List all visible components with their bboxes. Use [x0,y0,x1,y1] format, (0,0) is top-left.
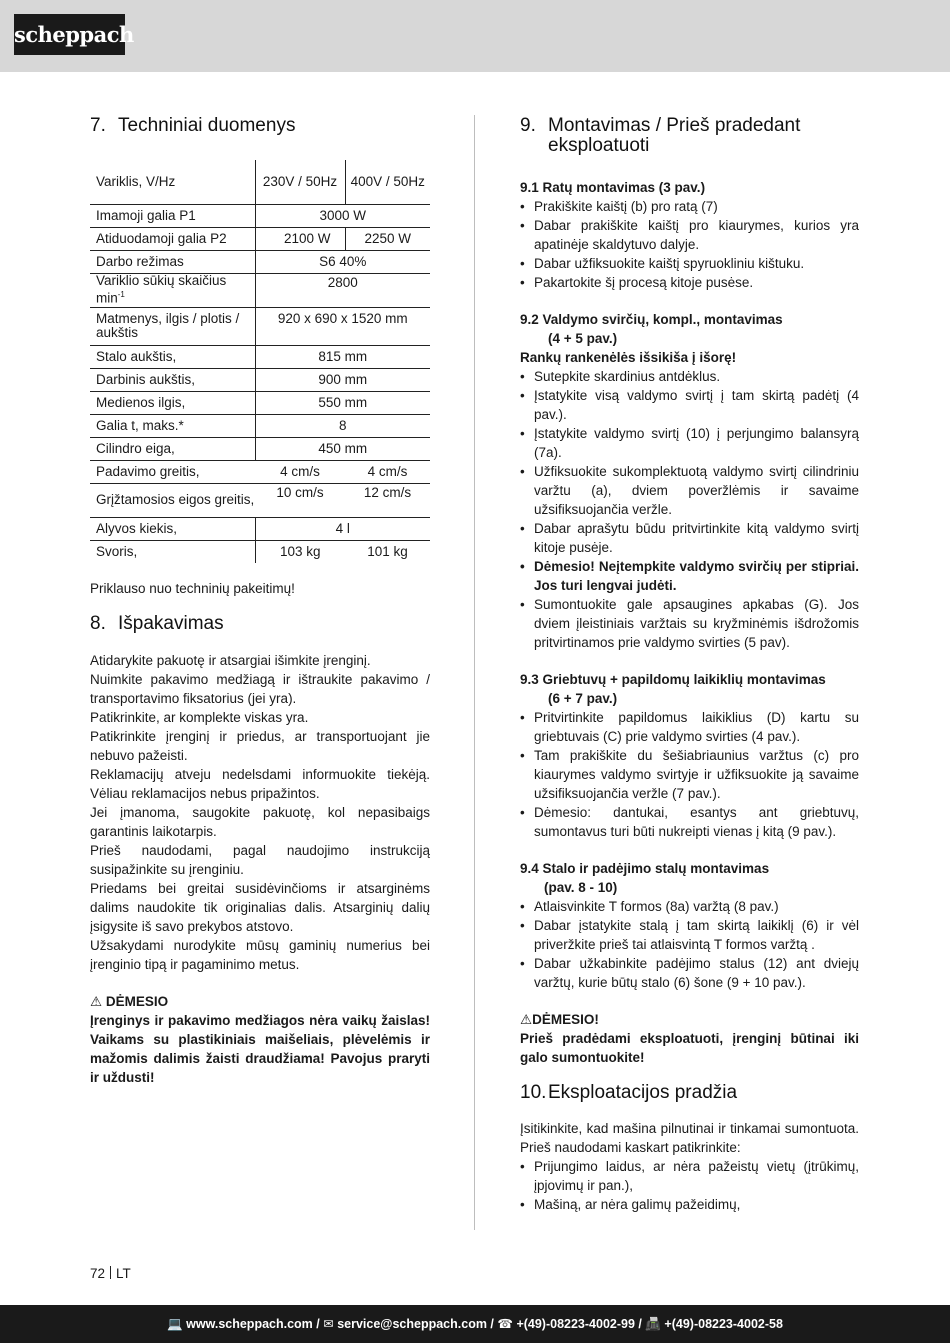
spec-row-weight: Svoris, 103 kg 101 kg [90,540,430,563]
spec-note: Priklauso nuo techninių pakeitimų! [90,581,295,596]
column-divider [474,115,475,1230]
technical-data-table [90,160,430,563]
page-number: 72 LT [90,1266,131,1281]
section-9-2-heading: 9.2 Valdymo svirčių, kompl., montavimas (4 + 5 pav.) [520,312,783,346]
spec-row-wood-length: Medienos ilgis, 550 mm [90,391,430,414]
section-8-heading: 8. Išpakavimas [90,613,224,634]
website-link[interactable]: www.scheppach.com [186,1317,313,1331]
section-9-heading: 9. Montavimas / Prieš pradedant eksploatuoti [520,115,801,156]
list-item: • Dėmesio: dantukai, esantys ant griebtuvų, sumontavus turi būti nukreipti vienas į kitą (9 pav.). [520,803,859,841]
list-item: • Sutepkite skardinius antdėklus. [520,367,859,386]
list-item: • Dabar užfiksuokite kaištį spyruokliniu kištuku. [520,254,859,273]
warning-icon: ⚠ [90,994,103,1009]
spec-row-power-t: Galia t, maks.* 8 [90,414,430,437]
brand-logo: scheppach [14,14,125,55]
list-item: • Dėmesio! Neįtempkite valdymo svirčių per stipriai. Jos turi lengvai judėti. [520,557,859,595]
list-item: • Prijungimo laidus, ar nėra pažeistų vietų (įtrūkimų, įpjovimų ir pan.), [520,1157,859,1195]
section-7-heading: 7. Techniniai duomenys [90,115,296,136]
spec-row-work-height: Darbinis aukštis, 900 mm [90,368,430,391]
phone-icon: ☎ [497,1317,513,1331]
phone-number: +(49)-08223-4002-99 [516,1317,635,1331]
right-column [520,116,859,1214]
list-item: • Pritvirtinkite papildomus laikiklius (D) kartu su griebtuvais (C) prie valdymo svirties (4 pav.). [520,708,859,746]
section-8-body: Atidarykite pakuotę ir atsargiai išimkite įrenginį. Nuimkite pakavimo medžiagą ir ištraukite pakavimo / transportavimo fiksatorius (jei yra). Patikrinkite, ar komplekte viskas yra. Patikrinkite įrenginį ir priedus, ar transportuojant jie nebuvo pažeisti. Reklamacijų atveju nedelsdami informuokite tiekėją. Vėliau reklamacijos nebus pripažintos. Jei įmanoma, saugokite pakuotę, kol nepasibaigs garantinis laikotarpis. Prieš naudodami, pagal naudojimo instrukciją susipažinkite su įrenginiu. Priedams bei greitai susidėvinčioms ir atsarginėms dalims naudokite tik originalias dalis. Atsarginių dalių įsigysite iš savo prekybos atstovo. Užsakydami nurodykite mūsų gaminių numerius bei įrenginio tipą ir pagaminimo metus. [90,653,430,972]
section-9-4-list [520,897,859,992]
spec-row-mode: Darbo režimas S6 40% [90,250,430,273]
page-footer: 💻 www.scheppach.com / ✉ service@scheppach.com / ☎ +(49)-08223-4002-99 / 📠 +(49)-08223-4002-58 [0,1305,950,1343]
section-9-3-heading: 9.3 Griebtuvų + papildomų laikiklių montavimas (6 + 7 pav.) [520,672,826,706]
list-item: • Atlaisvinkite T formos (8a) varžtą (8 pav.) [520,897,859,916]
fax-icon: 📠 [645,1317,661,1331]
list-item: • Prakiškite kaištį (b) pro ratą (7) [520,197,859,216]
fax-number: +(49)-08223-4002-58 [664,1317,783,1331]
section-9-1-list [520,197,859,292]
spec-row-p2: Atiduodamoji galia P2 2100 W 2250 W [90,227,430,250]
list-item: • Dabar įstatykite stalą į tam skirtą laikiklį (6) ir vėl priveržkite prieš tai atlaisvintą T formos varžtą . [520,916,859,954]
list-item: • Įstatykite valdymo svirtį (10) į perjungimo balansyrą (7a). [520,424,859,462]
list-item: • Tam prakiškite du šešiabriaunius varžtus (c) pro kiaurymes valdymo svirtyje ir užfiksuokite ją savaime užsifiksuojančia veržle (7 pav.). [520,746,859,803]
warning-text-left: Įrenginys ir pakavimo medžiagos nėra vaikų žaislas! Vaikams su plastikiniais maišeliais, plėvelėmis ir mažomis dalimis žaisti draudžiama! Pavojus praryti ir uždusti! [90,1013,430,1085]
section-10-heading: 10. Eksploatacijos pradžia [520,1082,738,1103]
section-9-4-heading: 9.4 Stalo ir padėjimo stalų montavimas (pav. 8 - 10) [520,861,770,895]
warning-icon: ⚠ [520,1012,533,1027]
list-item: • Įstatykite visą valdymo svirtį į tam skirtą padėtį (4 pav.). [520,386,859,424]
left-column [90,116,430,1087]
list-item: • Mašiną, ar nėra galimų pažeidimų, [520,1195,859,1214]
list-item: • Dabar aprašytu būdu pritvirtinkite kitą valdymo svirtį kitoje pusėje. [520,519,859,557]
mail-icon: ✉ [323,1317,334,1331]
section-9-1-heading: 9.1 Ratų montavimas (3 pav.) [520,180,706,195]
section-10-list [520,1157,859,1214]
spec-row-feed-speed: Padavimo greitis, 4 cm/s 4 cm/s [90,460,430,483]
spec-row-table-height: Stalo aukštis, 815 mm [90,345,430,368]
spec-row-rpm: Variklio sūkių skaičius $\min^{-1}$ 2800 [90,273,430,307]
list-item: • Dabar užkabinkite padėjimo stalus (12) ant dviejų varžtų, kurie būtų stalo (6) šone (9 + 10 pav.). [520,954,859,992]
warning-heading-left: ⚠ DĖMESIO [90,994,169,1009]
spec-row-cylinder: Cilindro eiga, 450 mm [90,437,430,460]
spec-row-motor: Variklis, V/Hz 230V / 50Hz 400V / 50Hz [90,160,430,204]
list-item: • Užfiksuokite sukomplektuotą valdymo svirtį cilindriniu varžtu (a), dviem poveržlėmis ir savaime užsifiksuojančia veržle. [520,462,859,519]
warning-heading-right: ⚠DĖMESIO! [520,1012,599,1027]
section-9-2-list [520,367,859,652]
section-9-3-list [520,708,859,841]
page-header [0,0,950,72]
list-item: • Dabar prakiškite kaištį pro kiaurymes, kurios yra apatinėje skaldytuvo dalyje. [520,216,859,254]
section-10-body: Įsitikinkite, kad mašina pilnutinai ir tinkamai sumontuota. Prieš naudodami kaskart patikrinkite: [520,1121,859,1155]
computer-icon: 💻 [167,1317,183,1331]
list-item: • Sumontuokite gale apsaugines apkabas (G). Jos dviem įleistiniais varžtais su kryžminėmis išdrožomis pritvirtinamos prie valdymo svirties (5 pav). [520,595,859,652]
spec-row-return-speed: Grįžtamosios eigos greitis, 10 cm/s 12 cm/s [90,483,430,517]
list-item: • Pakartokite šį procesą kitoje pusėse. [520,273,859,292]
email-link[interactable]: service@scheppach.com [337,1317,487,1331]
spec-row-p1: Imamoji galia P1 3000 W [90,204,430,227]
warning-text-right: Prieš pradėdami eksploatuoti, įrenginį būtinai iki galo sumontuokite! [520,1031,859,1065]
spec-row-dimensions: Matmenys, ilgis / plotis / aukštis 920 x 690 x 1520 mm [90,307,430,345]
section-9-2-note: Rankų rankenėlės išsikiša į išorę! [520,350,737,365]
spec-row-oil: Alyvos kiekis, 4 l [90,517,430,540]
